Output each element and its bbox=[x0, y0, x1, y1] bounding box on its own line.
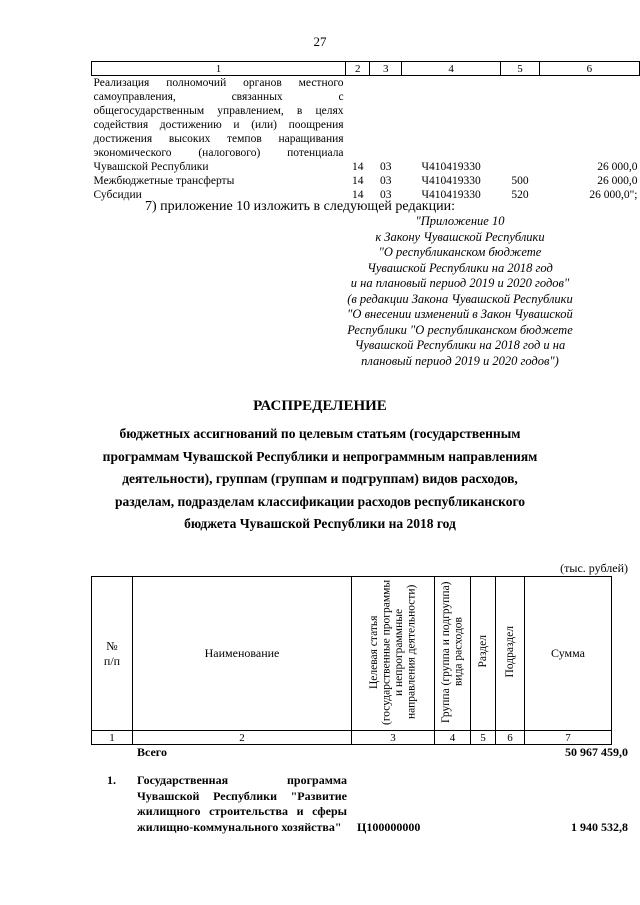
appendix-line: Чувашской Республики на 2018 год bbox=[367, 260, 553, 275]
header-no bbox=[92, 577, 133, 731]
appendix-line: (в редакции Закона Чувашской Республики bbox=[347, 291, 573, 306]
total-sum: 50 967 459,0 bbox=[565, 745, 628, 759]
program-row-sum: 1 940 532,8 bbox=[571, 820, 628, 834]
column-number: 2 bbox=[133, 731, 352, 745]
program-row-name: Государственная программа Чувашской Республики "Развитие жилищного строительства и сферы жилищно-коммунального хозяйства" bbox=[137, 773, 347, 834]
header-sum: Сумма bbox=[525, 577, 612, 731]
header-target bbox=[352, 577, 435, 731]
row-expense-group bbox=[501, 76, 540, 175]
appendix-caption bbox=[300, 214, 620, 369]
appendix-line: к Закону Чувашской Республики bbox=[375, 229, 545, 244]
subtitle-line: разделам, подразделам классификации расходов республиканского bbox=[114, 493, 525, 509]
continuation-col-2: 2 bbox=[346, 62, 370, 76]
row-section: 14 bbox=[351, 161, 364, 173]
row-sum: 26 000,0 bbox=[597, 161, 638, 173]
row-subsection: 03 bbox=[379, 175, 392, 187]
column-number: 4 bbox=[435, 731, 471, 745]
table-header-row bbox=[92, 577, 612, 731]
continuation-header-row bbox=[92, 62, 640, 76]
column-number: 3 bbox=[352, 731, 435, 745]
appendix-line: плановый период 2019 и 2020 годов") bbox=[361, 353, 559, 368]
header-name: Наименование bbox=[133, 577, 352, 731]
appendix-line: Республики "О республиканском бюджете bbox=[347, 322, 573, 337]
amendment-text: 7) приложение 10 изложить в следующей редакции: bbox=[145, 199, 455, 214]
program-row-code: Ц100000000 bbox=[357, 820, 421, 834]
subtitle-line: программам Чувашской Республики и непрограммным направлениям bbox=[102, 448, 538, 464]
row-target-code: Ч410419330 bbox=[421, 175, 481, 187]
column-number: 6 bbox=[496, 731, 525, 745]
header-subsection-label: Подраздел bbox=[503, 625, 516, 678]
continuation-col-3: 3 bbox=[370, 62, 402, 76]
continuation-col-1: 1 bbox=[92, 62, 346, 76]
appendix-line: "О республиканском бюджете bbox=[378, 245, 542, 259]
header-section bbox=[471, 577, 496, 731]
continuation-col-6: 6 bbox=[539, 62, 639, 76]
total-label: Всего bbox=[137, 745, 167, 759]
continuation-col-4: 4 bbox=[402, 62, 501, 76]
header-group-label: Группа (группа и подгруппа) вида расходов bbox=[440, 580, 465, 723]
row-expense-group: 500 bbox=[511, 175, 529, 187]
row-name: Реализация полномочий органов местного самоуправления, связанных с общегосударственным управлением, в целях содействия достижению и (или) поощрения достижения высоких темпов наращивания экономического (налогового) потенциала Чувашской Республики bbox=[93, 77, 344, 173]
column-number-row bbox=[92, 731, 612, 745]
units-label: (тыс. рублей) bbox=[560, 561, 628, 575]
header-group bbox=[435, 577, 471, 731]
subtitle-line: бюджетных ассигнований по целевым статьям (государственным bbox=[119, 426, 521, 441]
column-number: 5 bbox=[471, 731, 496, 745]
header-target-label: Целевая статья (государственные программы и непрограммные направления деятельности) bbox=[368, 578, 418, 725]
column-number: 1 bbox=[92, 731, 133, 745]
subtitle-line: бюджета Чувашской Республики на 2018 год bbox=[184, 516, 456, 531]
page-number: 27 bbox=[313, 34, 327, 49]
row-expense-group: 520 bbox=[511, 189, 529, 201]
document-title: РАСПРЕДЕЛЕНИЕ bbox=[253, 398, 387, 414]
program-row-number: 1. bbox=[107, 773, 116, 787]
header-subsection bbox=[496, 577, 525, 731]
row-sum: 26 000,0"; bbox=[589, 189, 638, 201]
document-subtitle bbox=[80, 423, 560, 536]
appendix-line: Чувашской Республики на 2018 год и на bbox=[354, 338, 566, 352]
table-row bbox=[92, 76, 640, 175]
row-section: 14 bbox=[351, 175, 364, 187]
appendix-line: "О внесении изменений в Закон Чувашской bbox=[347, 307, 573, 321]
continuation-col-5: 5 bbox=[501, 62, 540, 76]
row-subsection: 03 bbox=[379, 161, 392, 173]
appendix-line: и на плановый период 2019 и 2020 годов" bbox=[350, 276, 570, 290]
row-name: Субсидии bbox=[93, 189, 142, 201]
appendix-line: "Приложение 10 bbox=[415, 214, 505, 228]
row-sum: 26 000,0 bbox=[597, 175, 638, 187]
table-row bbox=[92, 174, 640, 188]
header-section-label: Раздел bbox=[476, 635, 489, 668]
column-number: 7 bbox=[525, 731, 612, 745]
row-section: 14 bbox=[351, 189, 364, 201]
row-name: Межбюджетные трансферты bbox=[93, 175, 235, 187]
row-subsection: 03 bbox=[379, 189, 392, 201]
continuation-table bbox=[91, 61, 640, 202]
distribution-table bbox=[91, 576, 612, 745]
header-no-label: № п/п bbox=[103, 638, 121, 668]
subtitle-line: деятельности), группам (группам и подгруппам) видов расходов, bbox=[122, 471, 518, 486]
row-target-code: Ч410419330 bbox=[421, 189, 481, 201]
row-target-code: Ч410419330 bbox=[421, 161, 481, 173]
